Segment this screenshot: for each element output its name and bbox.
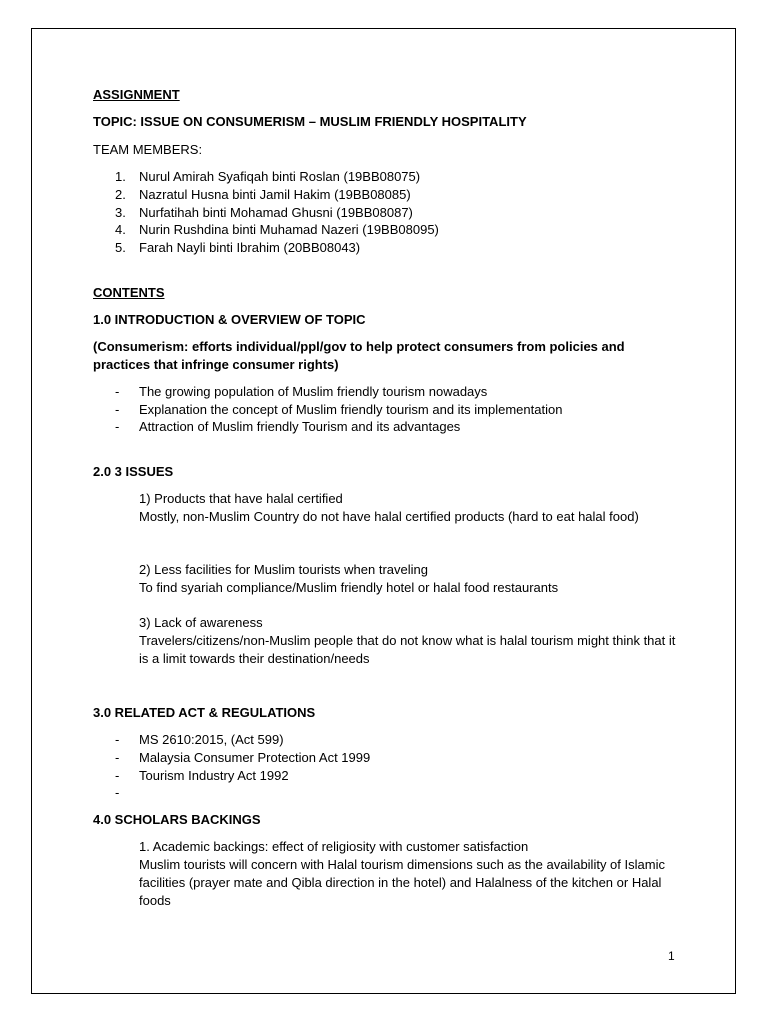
- list-number: 2.: [115, 187, 126, 202]
- list-number: 3.: [115, 205, 126, 220]
- team-member: Nurfatihah binti Mohamad Ghusni (19BB08087): [139, 205, 413, 220]
- bullet-dash: -: [115, 419, 120, 434]
- issue-description: To find syariah compliance/Muslim friendly hotel or halal food restaurants: [139, 580, 559, 595]
- page-number: 1: [668, 949, 675, 963]
- team-member: Nurin Rushdina binti Muhamad Nazeri (19BB08095): [139, 222, 439, 237]
- bullet-item: Tourism Industry Act 1992: [139, 768, 289, 783]
- assignment-heading: ASSIGNMENT: [93, 87, 180, 102]
- list-number: 5.: [115, 240, 126, 255]
- list-number: 4.: [115, 222, 126, 237]
- bullet-dash: -: [115, 402, 120, 417]
- team-member: Farah Nayli binti Ibrahim (20BB08043): [139, 240, 361, 255]
- bullet-dash: -: [115, 768, 120, 783]
- bullet-item: Attraction of Muslim friendly Tourism and its advantages: [139, 419, 461, 434]
- bullet-item: Malaysia Consumer Protection Act 1999: [139, 750, 371, 765]
- scholar-item-title: 1. Academic backings: effect of religiosity with customer satisfaction: [139, 839, 529, 854]
- bullet-item: MS 2610:2015, (Act 599): [139, 732, 284, 747]
- issue-title: 1) Products that have halal certified: [139, 491, 343, 506]
- consumerism-note: (Consumerism: efforts individual/ppl/gov to help protect consumers from policies and practices that infringe consumer rights): [93, 339, 625, 372]
- bullet-dash: -: [115, 732, 120, 747]
- bullet-item: The growing population of Muslim friendly tourism nowadays: [139, 384, 488, 399]
- section4-heading: 4.0 SCHOLARS BACKINGS: [93, 812, 261, 827]
- section1-heading: 1.0 INTRODUCTION & OVERVIEW OF TOPIC: [93, 312, 366, 327]
- list-number: 1.: [115, 169, 126, 184]
- issue-description: Mostly, non-Muslim Country do not have halal certified products (hard to eat halal food): [139, 509, 639, 524]
- section2-heading: 2.0 3 ISSUES: [93, 464, 174, 479]
- section3-heading: 3.0 RELATED ACT & REGULATIONS: [93, 705, 316, 720]
- issue-description: Travelers/citizens/non-Muslim people that do not know what is halal tourism might think that it is a limit towards their destination/needs: [139, 633, 676, 666]
- topic-heading: TOPIC: ISSUE ON CONSUMERISM – MUSLIM FRIENDLY HOSPITALITY: [93, 114, 527, 129]
- bullet-dash: -: [115, 750, 120, 765]
- bullet-item: Explanation the concept of Muslim friendly tourism and its implementation: [139, 402, 563, 417]
- scholar-item-description: Muslim tourists will concern with Halal tourism dimensions such as the availability of Islamic facilities (prayer mate and Qibla direction in the hotel) and Halalness of the kitchen or Halal foods: [139, 857, 665, 908]
- team-members-label: TEAM MEMBERS:: [93, 142, 203, 157]
- bullet-dash: -: [115, 384, 120, 399]
- issue-title: 2) Less facilities for Muslim tourists when traveling: [139, 562, 428, 577]
- contents-heading: CONTENTS: [93, 285, 165, 300]
- bullet-dash: -: [115, 785, 120, 800]
- issue-title: 3) Lack of awareness: [139, 615, 263, 630]
- team-member: Nazratul Husna binti Jamil Hakim (19BB08085): [139, 187, 411, 202]
- team-member: Nurul Amirah Syafiqah binti Roslan (19BB08075): [139, 169, 421, 184]
